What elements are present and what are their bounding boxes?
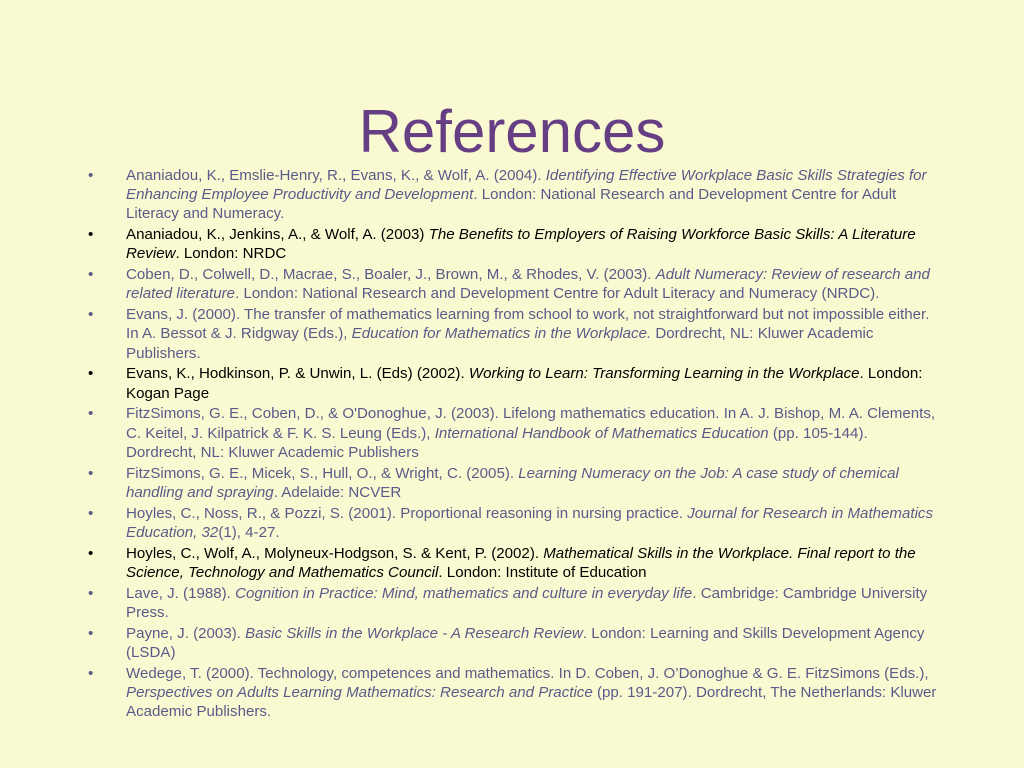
reference-publisher-part: (pp. 105-144). Dordrecht, NL: Kluwer Academic Publishers — [126, 424, 868, 461]
reference-author-part: Ananiadou, K., Jenkins, A., & Wolf, A. (2003) — [126, 226, 429, 244]
reference-publisher-part: . London: Institute of Education — [438, 563, 647, 581]
reference-item — [126, 225, 941, 263]
reference-publisher-part: . London: National Research and Development Centre for Adult Literacy and Numeracy (NRDC). — [235, 285, 880, 303]
reference-publisher-part: . London: NRDC — [175, 245, 287, 263]
reference-item — [126, 664, 941, 722]
reference-item — [126, 364, 941, 402]
reference-author-part: Evans, K., Hodkinson, P. & Unwin, L. (Eds) (2002). — [126, 365, 469, 383]
reference-publisher-part: . London: Learning and Skills Development Agency (LSDA) — [126, 624, 925, 661]
reference-title: The Benefits to Employers of Raising Workforce Basic Skills: A Literature Review — [126, 226, 916, 263]
reference-title: Education for Mathematics in the Workplace. — [351, 325, 652, 343]
reference-author-part: Payne, J. (2003). — [126, 624, 246, 642]
reference-publisher-part: Dordrecht, NL: Kluwer Academic Publishers. — [126, 325, 874, 362]
reference-item — [126, 166, 941, 224]
reference-item — [126, 464, 941, 502]
reference-title: Learning Numeracy on the Job: A case study of chemical handling and spraying — [126, 464, 899, 501]
reference-author-part: FitzSimons, G. E., Coben, D., & O'Donoghue, J. (2003). Lifelong mathematics education. In A. J. Bishop, M. A. Clements, C. Keitel, J. Kilpatrick & F. K. S. Leung (Eds.), — [126, 405, 936, 442]
reference-publisher-part: (pp. 191-207). Dordrecht, The Netherlands: Kluwer Academic Publishers. — [126, 683, 937, 721]
reference-title: Identifying Effective Workplace Basic Skills Strategies for Enhancing Employee Productivity and Development — [126, 167, 927, 204]
reference-item — [126, 504, 941, 542]
reference-author-part: FitzSimons, G. E., Micek, S., Hull, O., & Wright, C. (2005). — [126, 464, 519, 482]
reference-publisher-part: . London: National Research and Development Centre for Adult Literacy and Numeracy. — [126, 186, 897, 223]
reference-author-part: Hoyles, C., Noss, R., & Pozzi, S. (2001). Proportional reasoning in nursing practice. — [126, 504, 688, 522]
reference-author-part: Hoyles, C., Wolf, A., Molyneux-Hodgson, S. & Kent, P. (2002). — [126, 544, 544, 562]
reference-publisher-part: . Cambridge: Cambridge University Press. — [126, 584, 928, 621]
reference-author-part: Lave, J. (1988). — [126, 584, 236, 602]
reference-publisher-part: (1), 4-27. — [218, 523, 280, 541]
reference-title: Working to Learn: Transforming Learning in the Workplace — [468, 365, 860, 383]
reference-title: Mathematical Skills in the Workplace. Final report to the Science, Technology and Mathematics Council — [126, 544, 916, 581]
reference-item — [126, 624, 941, 662]
reference-item — [126, 305, 941, 363]
reference-item — [126, 265, 941, 303]
reference-publisher-part: . London: Kogan Page — [126, 365, 923, 402]
reference-item — [126, 404, 941, 462]
reference-title: Journal for Research in Mathematics Education, 32 — [126, 504, 934, 541]
reference-publisher-part: . Adelaide: NCVER — [273, 483, 402, 501]
reference-author-part: Ananiadou, K., Emslie-Henry, R., Evans, K., & Wolf, A. (2004). — [126, 167, 546, 184]
reference-author-part: Evans, J. (2000). The transfer of mathematics learning from school to work, not straightforward but not impossible either. In A. Bessot & J. Ridgway (Eds.), — [126, 306, 930, 343]
reference-title: Cognition in Practice: Mind, mathematics and culture in everyday life — [235, 584, 693, 602]
reference-item — [126, 584, 941, 622]
reference-title: International Handbook of Mathematics Education — [434, 424, 769, 442]
reference-title: Perspectives on Adults Learning Mathematics: Research and Practice — [126, 683, 593, 701]
reference-list — [126, 166, 941, 723]
slide-title: References — [358, 98, 666, 165]
reference-title: Basic Skills in the Workplace - A Research Review — [245, 624, 583, 642]
reference-author-part: Wedege, T. (2000). Technology, competences and mathematics. In D. Coben, J. O’Donoghue & G. E. FitzSimons (Eds.), — [126, 664, 929, 682]
reference-item — [126, 544, 941, 582]
reference-author-part: Coben, D., Colwell, D., Macrae, S., Boaler, J., Brown, M., & Rhodes, V. (2003). — [126, 266, 656, 284]
reference-title: Adult Numeracy: Review of research and related literature — [126, 266, 930, 303]
